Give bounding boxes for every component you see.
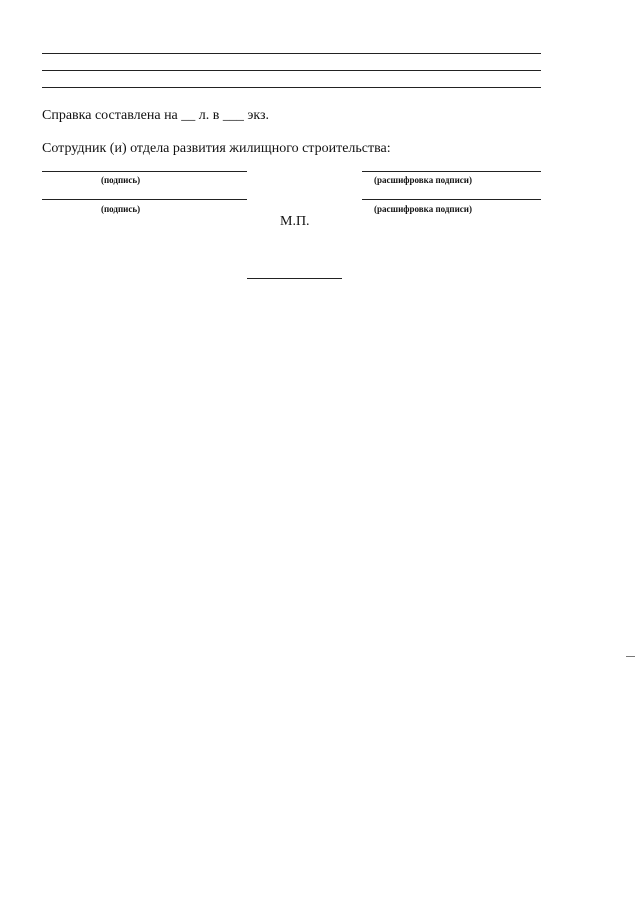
decoding-caption-1: (расшифровка подписи) (374, 175, 472, 185)
blank-line-2 (42, 70, 541, 71)
signature-line-right-2 (362, 199, 541, 200)
intro-text: Справка составлена на __ л. в ___ экз. (42, 108, 270, 123)
closing-line (247, 278, 342, 279)
decoding-caption-2: (расшифровка подписи) (374, 204, 472, 214)
signature-line-left-1 (42, 171, 247, 172)
signature-caption-1: (подпись) (101, 175, 141, 185)
signature-line-right-1 (362, 171, 541, 172)
scan-artifact-mark (626, 656, 635, 657)
staff-label: Сотрудник (и) отдела развития жилищного строительства: (42, 141, 391, 156)
signature-caption-2: (подпись) (101, 204, 141, 214)
signature-line-left-2 (42, 199, 247, 200)
stamp-place-label: М.П. (280, 214, 310, 229)
blank-line-1 (42, 53, 541, 54)
blank-line-3 (42, 87, 541, 88)
